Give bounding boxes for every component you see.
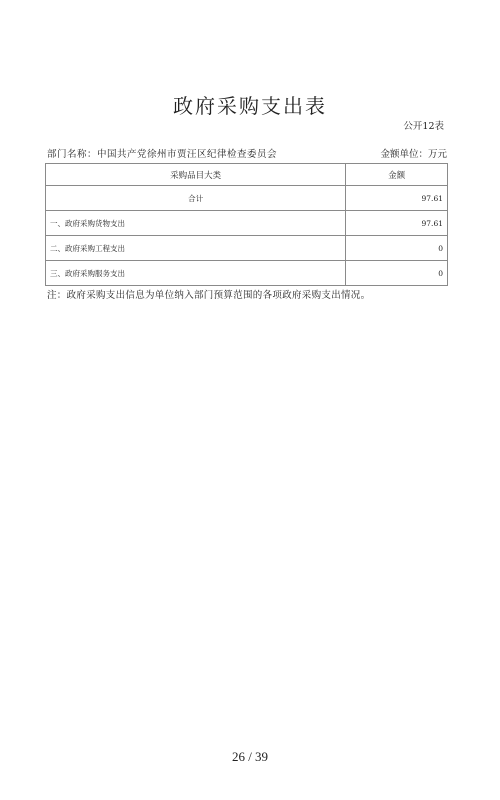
row-label: 三、政府采购服务支出	[46, 261, 346, 286]
row-label: 二、政府采购工程支出	[46, 236, 346, 261]
row-amount: 97.61	[346, 211, 448, 236]
row-label: 一、政府采购货物支出	[46, 211, 346, 236]
department-name: 部门名称：中国共产党徐州市贾汪区纪律检查委员会	[47, 149, 278, 160]
amount-unit: 金额单位：万元	[380, 149, 447, 160]
total-label: 合计	[46, 186, 346, 211]
header-amount: 金额	[346, 164, 448, 186]
row-amount: 0	[346, 261, 448, 286]
total-row	[46, 186, 448, 211]
row-amount: 0	[346, 236, 448, 261]
meta-row	[47, 146, 447, 160]
table-row	[46, 211, 448, 236]
table-row	[46, 236, 448, 261]
table-row	[46, 261, 448, 286]
header-category: 采购品目大类	[46, 164, 346, 186]
footnote: 注：政府采购支出信息为单位纳入部门预算范围的各项政府采购支出情况。	[47, 290, 371, 301]
total-amount: 97.61	[346, 186, 448, 211]
procurement-table	[45, 163, 448, 286]
table-header-row	[46, 164, 448, 186]
table-number: 公开12表	[403, 121, 444, 132]
page-title: 政府采购支出表	[173, 94, 327, 118]
page-number: 26 / 39	[231, 749, 269, 764]
